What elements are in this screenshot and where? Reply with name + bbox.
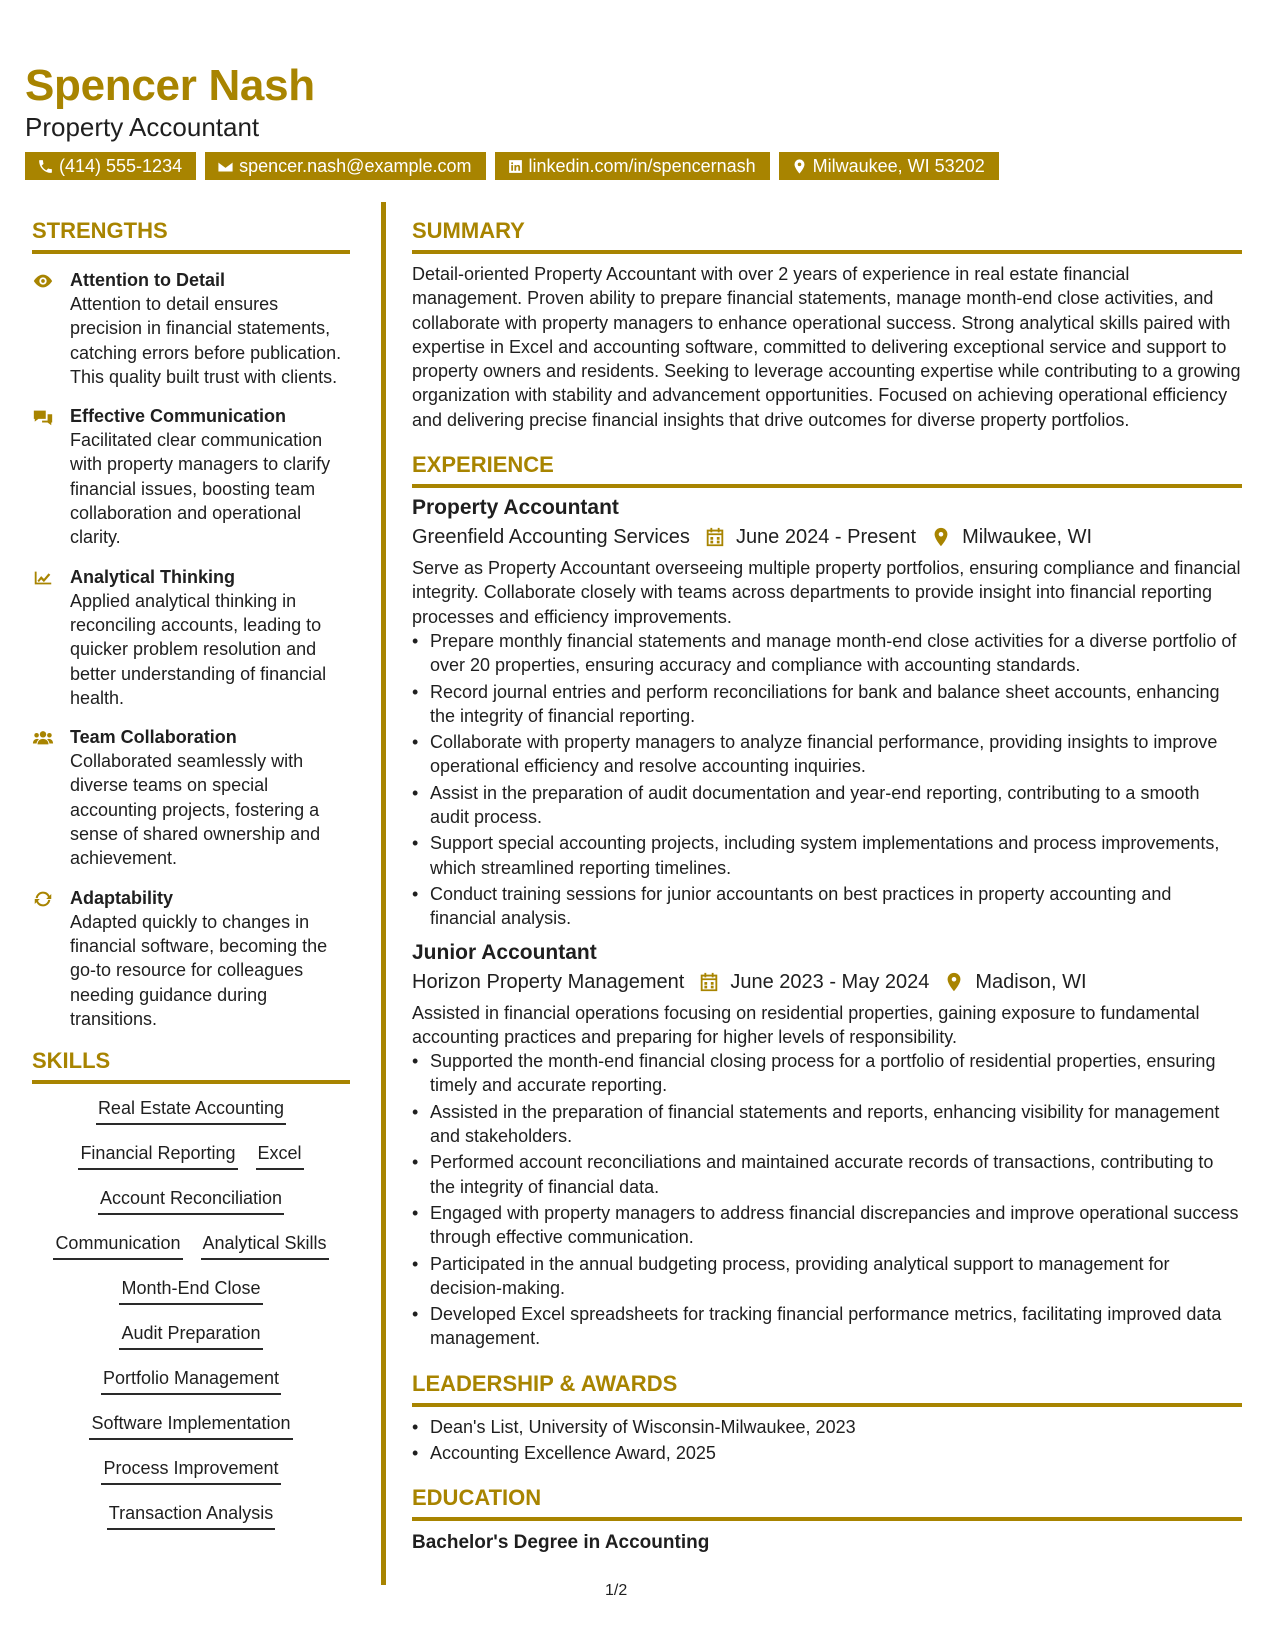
left-column: [32, 216, 350, 1544]
job-entry: [412, 494, 1242, 930]
page-number: 1/2: [605, 1582, 628, 1599]
job-dates: June 2023 - May 2024: [730, 970, 930, 993]
job-bullet: • Prepare monthly financial statements and manage month-end close activities for a diverse portfolio of over 20 properties, ensuring accuracy and compliance with accounting standards.: [430, 629, 1242, 678]
calendar-icon: [704, 526, 726, 548]
skill-tag: Excel: [256, 1139, 304, 1170]
strength-item: [32, 565, 350, 710]
strength-title: Adaptability: [70, 887, 174, 908]
skill-tag: Portfolio Management: [101, 1364, 281, 1395]
strength-title: Effective Communication: [70, 406, 287, 427]
strength-title: Attention to Detail: [70, 270, 225, 290]
job-meta: [412, 967, 1242, 997]
job-bullet: • Record journal entries and perform reconciliations for bank and balance sheet accounts, enhancing the integrity of financial reporting.: [430, 680, 1242, 729]
job-description: Assisted in financial operations focusing on residential properties, gaining exposure to fundamental accounting practices and preparing for higher levels of responsibility.: [412, 1002, 1200, 1047]
skill-tag: Month-End Close: [119, 1274, 262, 1305]
contact-phone[interactable]: [25, 152, 196, 180]
award-item: • Dean's List, University of Wisconsin-Milwaukee, 2023: [430, 1415, 1242, 1439]
skills-heading: SKILLS: [32, 1046, 350, 1084]
skill-tag: Financial Reporting: [78, 1139, 237, 1170]
job-bullet: • Engaged with property managers to address financial discrepancies and improve operational success through effective communication.: [430, 1201, 1242, 1250]
skill-row: [78, 1139, 303, 1184]
strength-desc: Facilitated clear communication with property managers to clarify financial issues, boosting team collaboration and operational clarity.: [70, 430, 331, 548]
skill-row: [96, 1094, 286, 1139]
job-location: Madison, WI: [975, 970, 1087, 993]
strength-item: [32, 268, 350, 389]
skill-tag: Transaction Analysis: [107, 1499, 275, 1530]
skill-tag: Real Estate Accounting: [96, 1094, 286, 1125]
skills-list: [32, 1094, 350, 1544]
job-dates: June 2024 - Present: [735, 526, 917, 549]
job-entry: [412, 939, 1242, 1351]
summary-text: Detail-oriented Property Accountant with over 2 years of experience in real estate financial management. Proven ability to prepare financial statements, manage month-end close activities, and collaborate with property managers to enhance operational success. Strong analytical skills paired with expertise in Excel and accounting software, committed to delivering exceptional service and support to property owners and residents. Seeking to leverage accounting expertise while contributing to a growing organization with stability and advancement opportunities. Focused on achieving operational efficiency and delivering precise financial insights that drive outcomes for diverse property portfolios.: [412, 264, 1241, 430]
job-company: Greenfield Accounting Services: [412, 526, 690, 549]
strength-desc: Collaborated seamlessly with diverse teams on special accounting projects, fostering a sense of shared ownership and achievement.: [70, 751, 321, 869]
awards-heading: LEADERSHIP & AWARDS: [412, 1369, 1242, 1407]
skill-row: [101, 1454, 280, 1499]
job-title: Junior Accountant: [412, 940, 597, 964]
job-bullet: • Supported the month-end financial closing process for a portfolio of residential properties, ensuring timely and accurate reporting.: [430, 1049, 1242, 1098]
skill-row: [53, 1229, 328, 1274]
skill-tag: Communication: [53, 1229, 182, 1260]
chart-line-icon: [32, 568, 54, 588]
contact-location: [779, 152, 999, 180]
candidate-role: Property Accountant: [25, 112, 260, 142]
strength-item: [32, 886, 350, 1031]
strengths-list: [32, 268, 350, 1031]
strength-desc: Adapted quickly to changes in financial software, becoming the go-to resource for colleagues needing guidance during transitions.: [70, 911, 328, 1029]
job-title: Property Accountant: [412, 496, 619, 520]
skill-tag: Analytical Skills: [201, 1229, 329, 1260]
skill-tag: Audit Preparation: [119, 1319, 262, 1350]
job-meta: [412, 522, 1242, 552]
strength-item: [32, 404, 350, 549]
job-bullet: • Performed account reconciliations and maintained accurate records of transactions, contributing to the integrity of financial data.: [430, 1150, 1242, 1199]
contact-bar: [25, 152, 1245, 180]
location-pin-icon: [791, 158, 808, 175]
job-description: Serve as Property Accountant overseeing multiple property portfolios, ensuring compliance and financial integrity. Collaborate closely with teams across departments to provide insight into financial reporting processes and efficiency improvements.: [412, 558, 1241, 627]
job-bullets: [430, 1049, 1242, 1351]
skill-row: [107, 1499, 275, 1544]
candidate-name: Spencer Nash: [25, 61, 315, 110]
job-company: Horizon Property Management: [412, 970, 685, 993]
resume-header: [25, 62, 1245, 180]
job-bullets: [430, 629, 1242, 931]
strength-title: Analytical Thinking: [70, 566, 236, 587]
linkedin-icon: [507, 158, 524, 175]
envelope-icon: [217, 158, 234, 175]
eye-icon: [32, 271, 54, 291]
column-divider: [381, 202, 386, 1585]
skill-tag: Software Implementation: [89, 1409, 292, 1440]
job-bullet: • Support special accounting projects, including system implementations and process improvements, which streamlined reporting timelines.: [430, 831, 1242, 880]
contact-phone-text: (414) 555-1234: [59, 156, 183, 176]
job-bullet: • Conduct training sessions for junior accountants on best practices in property accounting and financial analysis.: [430, 882, 1242, 931]
skill-row: [89, 1409, 292, 1454]
location-pin-icon: [930, 526, 952, 548]
skill-row: [98, 1184, 284, 1229]
strength-desc: Attention to detail ensures precision in financial statements, catching errors before publication. This quality built trust with clients.: [70, 294, 342, 387]
contact-email[interactable]: [205, 152, 485, 180]
skill-tag: Account Reconciliation: [98, 1184, 284, 1215]
job-location: Milwaukee, WI: [962, 526, 1093, 549]
contact-linkedin[interactable]: [495, 152, 770, 180]
phone-icon: [37, 158, 54, 175]
skill-tag: Process Improvement: [101, 1454, 280, 1485]
right-column: [412, 216, 1242, 1557]
contact-location-text: Milwaukee, WI 53202: [812, 156, 985, 176]
calendar-icon: [698, 971, 720, 993]
skill-row: [119, 1319, 262, 1364]
strengths-heading: STRENGTHS: [32, 216, 350, 254]
strength-desc: Applied analytical thinking in reconciling accounts, leading to quicker problem resolution and better understanding of financial health.: [70, 590, 327, 708]
awards-list: [430, 1415, 1242, 1466]
job-bullet: • Participated in the annual budgeting process, providing analytical support to management for decision-making.: [430, 1252, 1242, 1301]
location-pin-icon: [943, 971, 965, 993]
job-bullet: • Collaborate with property managers to analyze financial performance, providing insights to improve operational efficiency and resolve accounting inquiries.: [430, 730, 1242, 779]
summary-heading: SUMMARY: [412, 216, 1242, 254]
job-bullet: • Assist in the preparation of audit documentation and year-end reporting, contributing to a smooth audit process.: [430, 781, 1242, 830]
award-item: • Accounting Excellence Award, 2025: [430, 1441, 1242, 1465]
sync-icon: [32, 889, 54, 909]
education-degree: Bachelor's Degree in Accounting: [412, 1532, 710, 1554]
users-icon: [32, 728, 54, 748]
job-bullet: • Developed Excel spreadsheets for tracking financial performance metrics, facilitating improved data management.: [430, 1302, 1242, 1351]
strength-title: Team Collaboration: [70, 727, 237, 748]
skill-row: [101, 1364, 281, 1409]
contact-linkedin-text: linkedin.com/in/spencernash: [528, 156, 756, 176]
contact-email-text: spencer.nash@example.com: [239, 156, 472, 176]
comments-icon: [32, 407, 54, 427]
education-heading: EDUCATION: [412, 1483, 1242, 1521]
strength-item: [32, 725, 350, 870]
experience-heading: EXPERIENCE: [412, 450, 1242, 488]
job-bullet: • Assisted in the preparation of financial statements and reports, enhancing visibility for management and stakeholders.: [430, 1100, 1242, 1149]
skill-row: [119, 1274, 262, 1319]
